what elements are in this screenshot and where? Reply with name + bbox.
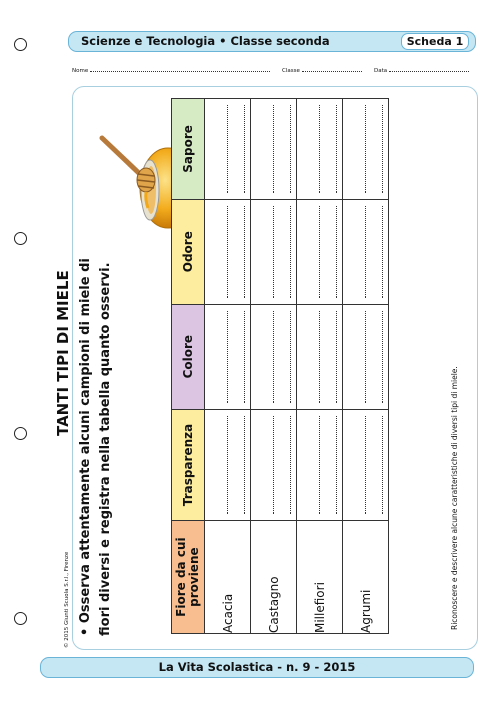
answer-cell[interactable]: [343, 199, 389, 304]
class-label: Classe: [282, 68, 300, 74]
page-footer: La Vita Scolastica - n. 9 - 2015: [40, 657, 474, 678]
instruction-text: • Osserva attentamente alcuni campioni di miele di fiori diversi e registra nella tabella quanto osservi.: [78, 258, 113, 636]
row-label: Castagno: [251, 521, 297, 634]
table-row: [251, 99, 297, 634]
name-label: Nome: [72, 68, 89, 74]
worksheet-title: TANTI TIPI DI MIELE: [54, 270, 72, 436]
sheet-badge: Scheda 1: [401, 33, 469, 50]
answer-cell[interactable]: [205, 199, 251, 304]
copyright: © 2015 Giunti Scuola S.r.l., Firenze: [64, 551, 70, 648]
date-label: Data: [374, 68, 388, 74]
row-label: Agrumi: [343, 521, 389, 634]
table-row: [205, 99, 251, 634]
answer-cell[interactable]: [343, 99, 389, 200]
binder-hole: [14, 427, 27, 440]
subject-title: Scienze e Tecnologia • Classe seconda: [81, 34, 330, 48]
col-header-flower: Fiore da cui proviene: [172, 521, 205, 634]
observation-table: [171, 98, 389, 634]
col-header-color: Colore: [172, 304, 205, 409]
row-label: Millefiori: [297, 521, 343, 634]
answer-cell[interactable]: [251, 304, 297, 409]
name-line: [72, 68, 270, 74]
col-header-taste: Sapore: [172, 99, 205, 200]
answer-cell[interactable]: [297, 409, 343, 521]
table-row: [343, 99, 389, 634]
col-header-smell: Odore: [172, 199, 205, 304]
table-row: [297, 99, 343, 634]
answer-cell[interactable]: [251, 199, 297, 304]
row-label: Acacia: [205, 521, 251, 634]
page-header: [68, 31, 476, 52]
rotated-worksheet: [54, 98, 474, 658]
date-line: [374, 68, 469, 74]
answer-cell[interactable]: [297, 199, 343, 304]
binder-hole: [14, 612, 27, 625]
answer-cell[interactable]: [251, 409, 297, 521]
answer-cell[interactable]: [343, 409, 389, 521]
answer-cell[interactable]: [251, 99, 297, 200]
class-line: [282, 68, 362, 74]
binder-hole: [14, 38, 27, 51]
table-header-row: [172, 99, 205, 634]
answer-cell[interactable]: [205, 304, 251, 409]
answer-cell[interactable]: [343, 304, 389, 409]
binder-hole: [14, 232, 27, 245]
learning-objective: Riconoscere e descrivere alcune caratteristiche di diversi tipi di miele.: [450, 366, 459, 630]
answer-cell[interactable]: [297, 99, 343, 200]
answer-cell[interactable]: [205, 99, 251, 200]
col-header-transparency: Trasparenza: [172, 409, 205, 521]
answer-cell[interactable]: [297, 304, 343, 409]
answer-cell[interactable]: [205, 409, 251, 521]
